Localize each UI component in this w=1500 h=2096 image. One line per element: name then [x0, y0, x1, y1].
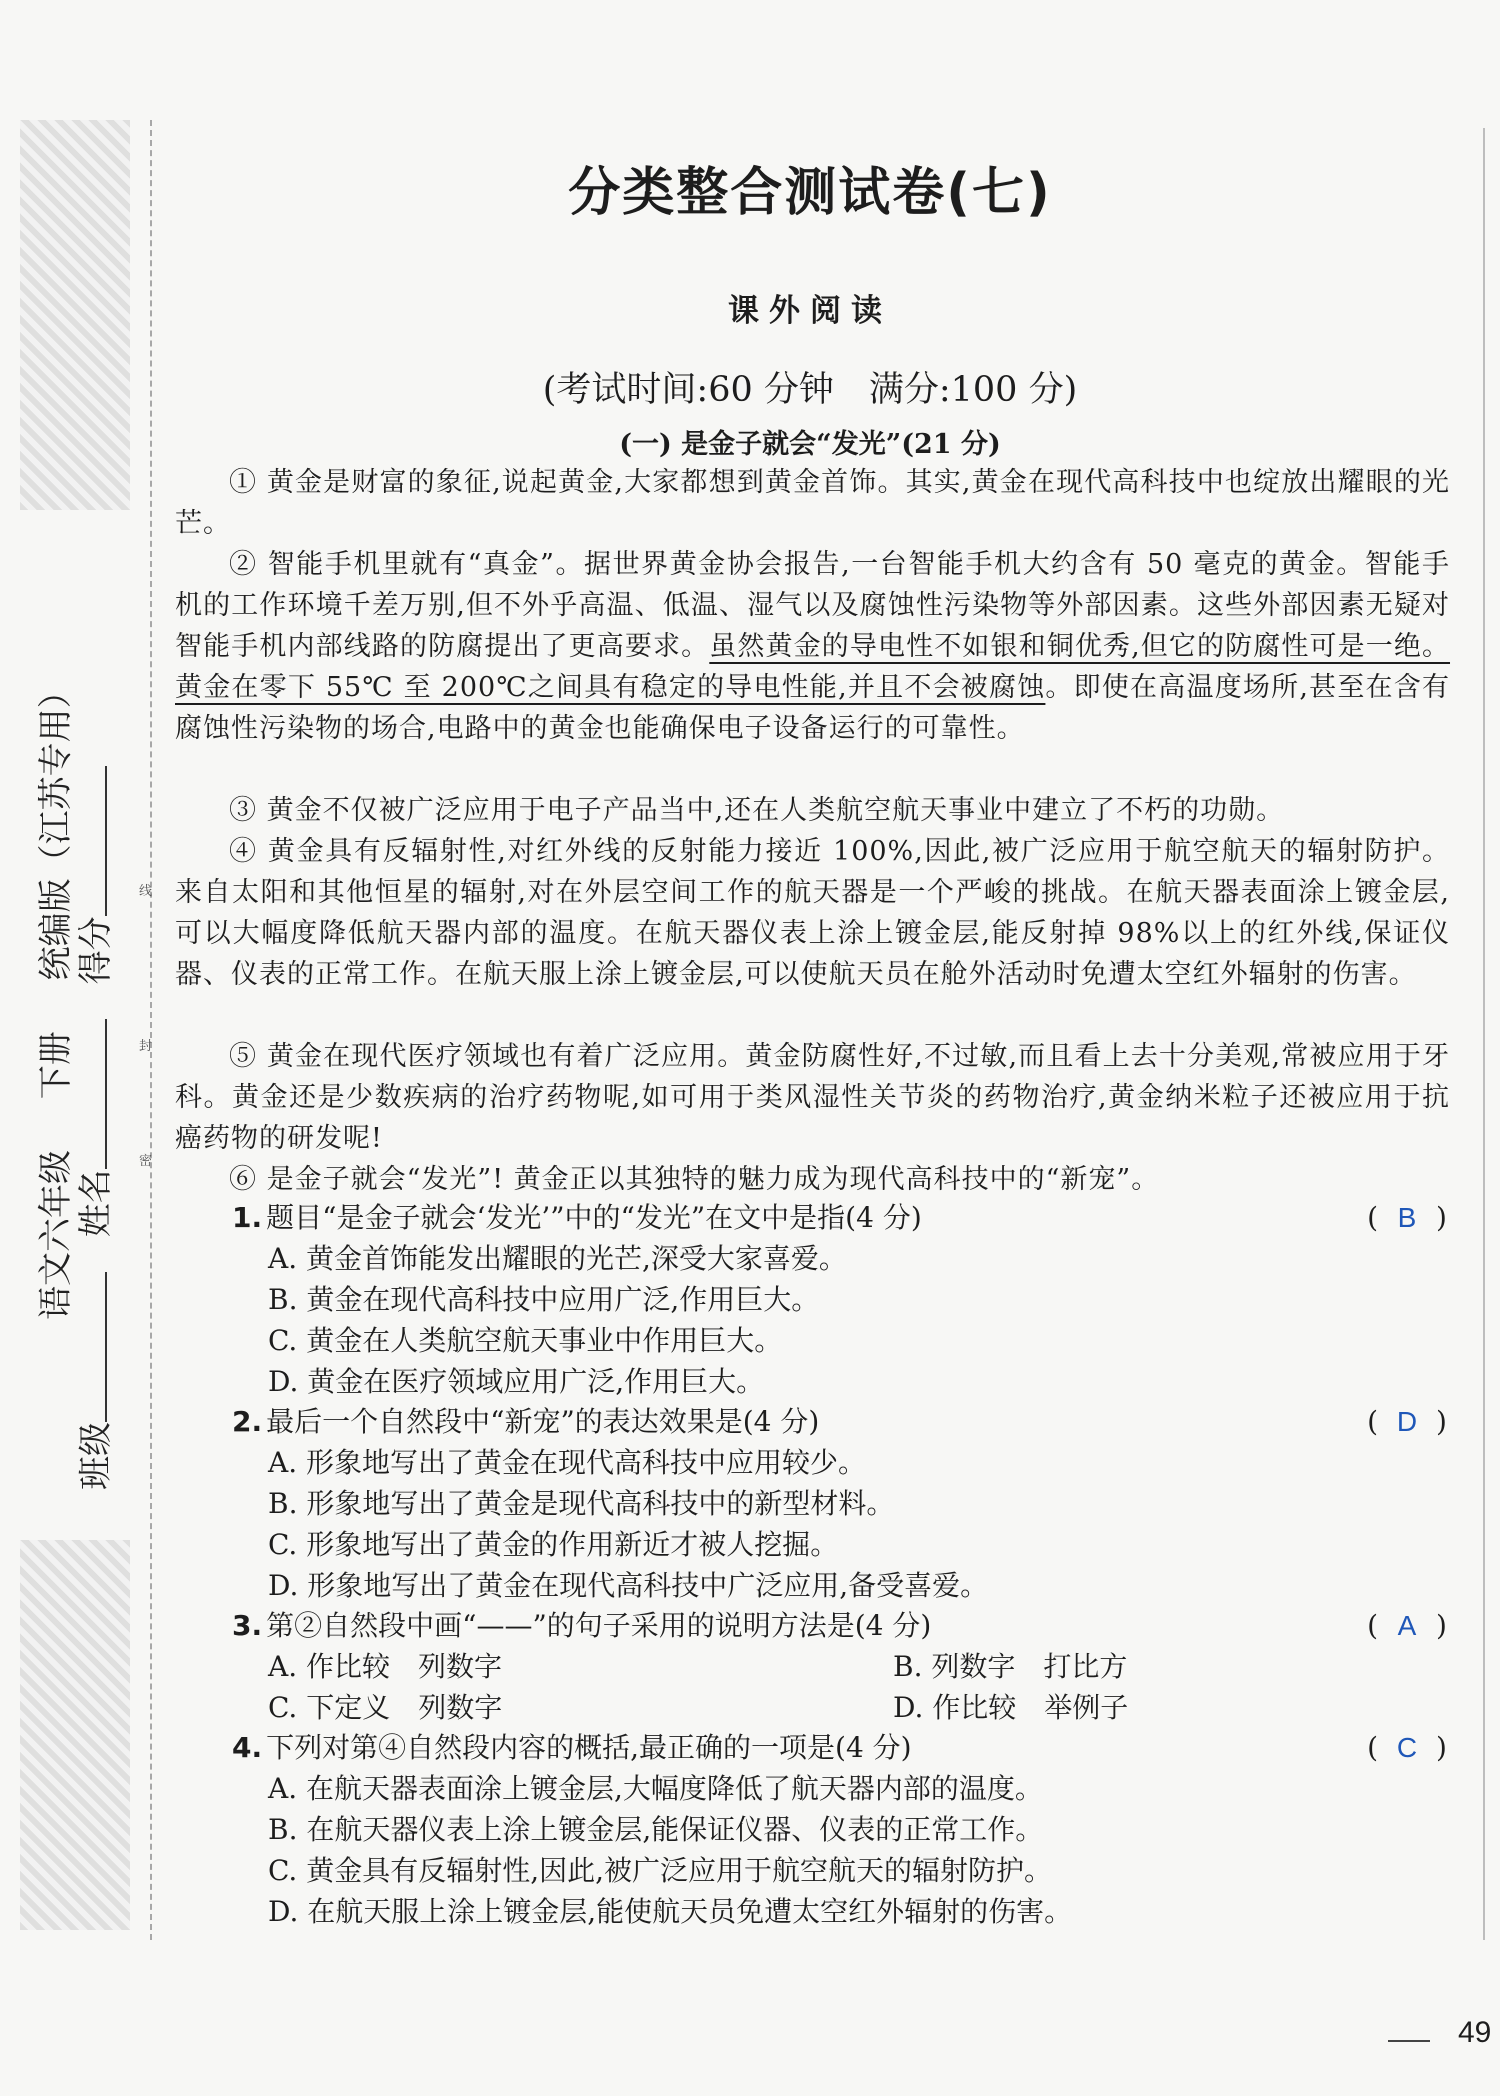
page-number: 49 [1458, 2016, 1492, 2049]
question-4-stem: 4. 下列对第④自然段内容的概括,最正确的一项是(4 分) [232, 1731, 912, 1764]
q1-option-c[interactable]: C. 黄金在人类航空航天事业中作用巨大。 [268, 1324, 783, 1357]
volume-label: 下册 [36, 1031, 76, 1100]
q2-option-c[interactable]: C. 形象地写出了黄金的作用新近才被人挖掘。 [268, 1528, 839, 1561]
paragraph-2 [175, 544, 1450, 749]
question-1-answer[interactable]: ( B ) [1367, 1201, 1447, 1234]
q2-option-b[interactable]: B. 形象地写出了黄金是现代高科技中的新型材料。 [268, 1487, 895, 1520]
name-blank[interactable] [105, 1019, 107, 1169]
edition-label: 统编版（江苏专用） [36, 674, 76, 981]
question-2-answer[interactable]: ( D ) [1367, 1405, 1447, 1438]
page-title: 分类整合测试卷(七) [568, 163, 1052, 223]
class-label: 班级 [76, 1422, 116, 1490]
paragraph-3: ③ 黄金不仅被广泛应用于电子产品当中,还在人类航空航天事业中建立了不朽的功勋。 [229, 795, 1285, 826]
question-4-answer[interactable]: ( C ) [1367, 1731, 1447, 1764]
question-3-stem: 3. 第②自然段中画“——”的句子采用的说明方法是(4 分) [232, 1609, 932, 1642]
q4-option-a[interactable]: A. 在航天器表面涂上镀金层,大幅度降低了航天器内部的温度。 [268, 1772, 1043, 1805]
grade-label: 语文六年级 [36, 1150, 76, 1320]
paragraph-2-tail: 。即使在高温度场所,甚至在含有腐蚀性污染物的场合,电路中的黄金也能确保电子设备运行的可靠性。 [175, 672, 1450, 744]
paragraph-5: ⑤ 黄金在现代医疗领域也有着广泛应用。黄金防腐性好,不过敏,而且看上去十分美观,常被应用于牙科。黄金还是少数疾病的治疗药物呢,如可用于类风湿性关节炎的药物治疗,黄金纳米粒子还被应用于抗癌药物的研发呢! [175, 1041, 1450, 1154]
q1-option-b[interactable]: B. 黄金在现代高科技中应用广泛,作用巨大。 [268, 1283, 820, 1316]
name-label: 姓名 [76, 1169, 116, 1238]
underlined-sentence: 虽然黄金的导电性不如银和铜优秀,但它的防腐性可是一绝。黄金在零下 55℃ 至 200℃之间具有稳定的导电性能,并且不会被腐蚀 [175, 631, 1451, 703]
q3-option-c[interactable]: C. 下定义 列数字 [268, 1691, 503, 1724]
question-2-stem: 2. 最后一个自然段中“新宠”的表达效果是(4 分) [232, 1405, 820, 1438]
paragraph-2-plain: ② 智能手机里就有“真金”。据世界黄金协会报告,一台智能手机大约含有 50 毫克的黄金。智能手机的工作环境千差万别,但不外乎高温、低温、湿气以及腐蚀性污染物等外部因素。这些外部因素无疑对智能手机内部线路的防腐提出了更高要求。 [175, 549, 1450, 662]
q4-option-c[interactable]: C. 黄金具有反辐射性,因此,被广泛应用于航空航天的辐射防护。 [268, 1854, 1053, 1887]
page-number-dash [1388, 2040, 1430, 2042]
margin-decoration-bottom [20, 1540, 130, 1930]
paragraph-6: ⑥ 是金子就会“发光”! 黄金正以其独特的魅力成为现代高科技中的“新宠”。 [229, 1164, 1160, 1195]
exam-info: (考试时间:60 分钟 满分:100 分) [542, 370, 1078, 410]
question-3-answer[interactable]: ( A ) [1367, 1609, 1447, 1642]
score-blank[interactable] [105, 766, 107, 916]
q3-option-a[interactable]: A. 作比较 列数字 [268, 1650, 503, 1683]
binding-mark-line: 线 [139, 884, 153, 899]
q1-option-d[interactable]: D. 黄金在医疗领域应用广泛,作用巨大。 [268, 1365, 765, 1398]
class-blank[interactable] [105, 1272, 107, 1422]
q4-option-b[interactable]: B. 在航天器仪表上涂上镀金层,能保证仪器、仪表的正常工作。 [268, 1813, 1044, 1846]
q3-option-b[interactable]: B. 列数字 打比方 [893, 1650, 1128, 1683]
q3-option-d[interactable]: D. 作比较 举例子 [893, 1691, 1129, 1724]
question-1-stem: 1. 题目“是金子就会‘发光’”中的“发光”在文中是指(4 分) [232, 1201, 922, 1234]
binding-mark-secret: 密 [139, 1154, 153, 1169]
binding-mark-seal: 封 [139, 1039, 153, 1054]
q4-option-d[interactable]: D. 在航天服上涂上镀金层,能使航天员免遭太空红外辐射的伤害。 [268, 1895, 1073, 1928]
section-heading: (一) 是金子就会“发光”(21 分) [619, 429, 1001, 460]
paragraph-1: ① 黄金是财富的象征,说起黄金,大家都想到黄金首饰。其实,黄金在现代高科技中也绽放出耀眼的光芒。 [175, 467, 1450, 539]
page-subtitle: 课外阅读 [728, 293, 892, 329]
book-info-strip [28, 674, 77, 1320]
q1-option-a[interactable]: A. 黄金首饰能发出耀眼的光芒,深受大家喜爱。 [268, 1242, 847, 1275]
score-label: 得分 [76, 916, 116, 985]
paragraph-4: ④ 黄金具有反辐射性,对红外线的反射能力接近 100%,因此,被广泛应用于航空航天的辐射防护。来自太阳和其他恒星的辐射,对在外层空间工作的航天器是一个严峻的挑战。在航天器表面涂上镀金层,可以大幅度降低航天器内部的温度。在航天器仪表上涂上镀金层,能反射掉 98%以上的红外线,保证仪器、仪表的正常工作。在航天服上涂上镀金层,可以使航天员在舱外活动时免遭太空红外辐射的伤害。 [175, 836, 1450, 990]
q2-option-d[interactable]: D. 形象地写出了黄金在现代高科技中广泛应用,备受喜爱。 [268, 1569, 989, 1602]
q2-option-a[interactable]: A. 形象地写出了黄金在现代高科技中应用较少。 [268, 1446, 867, 1479]
